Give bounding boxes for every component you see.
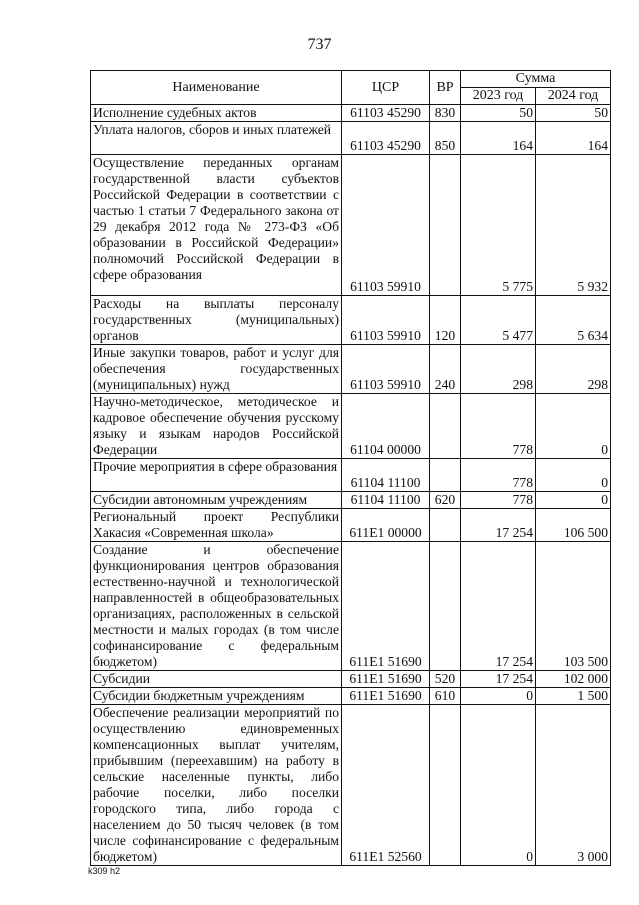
row-vr [430, 542, 461, 671]
table-row [91, 542, 611, 671]
row-csr: 61103 45290 [342, 122, 430, 155]
row-sum-2023: 778 [461, 394, 536, 459]
row-sum-2023: 17 254 [461, 509, 536, 542]
row-name: Прочие мероприятия в сфере образования [91, 459, 342, 492]
row-sum-2023: 0 [461, 705, 536, 866]
row-csr: 61103 59910 [342, 345, 430, 394]
page-number: 737 [307, 36, 332, 53]
table-row [91, 671, 611, 688]
row-csr: 611E1 51690 [342, 688, 430, 705]
row-name: Региональный проект Республики Хакасия «Современная школа» [91, 509, 342, 542]
row-vr [430, 394, 461, 459]
row-sum-2024: 0 [536, 492, 611, 509]
row-vr [430, 509, 461, 542]
header-csr: ЦСР [342, 71, 430, 105]
row-name: Субсидии автономным учреждениям [91, 492, 342, 509]
row-name: Осуществление переданных органам государственной власти субъектов Российской Федерации в соответствии с частью 1 статьи 7 Федерального закона от 29 декабря 2012 года № 273-ФЗ «Об образовании в Российской Федерации» полномочий Российской Федерации в сфере образования [91, 155, 342, 296]
row-name: Исполнение судебных актов [91, 105, 342, 122]
row-sum-2023: 298 [461, 345, 536, 394]
row-sum-2023: 778 [461, 459, 536, 492]
table-row [91, 459, 611, 492]
row-name: Субсидии бюджетным учреждениям [91, 688, 342, 705]
table-row [91, 105, 611, 122]
row-vr: 620 [430, 492, 461, 509]
row-name: Расходы на выплаты персоналу государственных (муниципальных) органов [91, 296, 342, 345]
table-row [91, 155, 611, 296]
row-sum-2023: 17 254 [461, 542, 536, 671]
table-row [91, 296, 611, 345]
row-sum-2024: 5 634 [536, 296, 611, 345]
row-vr [430, 155, 461, 296]
row-csr: 61103 59910 [342, 296, 430, 345]
table-row [91, 394, 611, 459]
row-sum-2024: 103 500 [536, 542, 611, 671]
row-vr: 850 [430, 122, 461, 155]
table-row [91, 122, 611, 155]
row-name: Обеспечение реализации мероприятий по осуществлению единовременных компенсационных выплат учителям, прибывшим (переехавшим) на работу в сельские населенные пункты, либо рабочие поселки, либо поселки городского типа, либо города с населением до 50 тысяч человек (в том числе софинансирование с федеральным бюджетом) [91, 705, 342, 866]
row-csr: 611E1 51690 [342, 671, 430, 688]
row-sum-2024: 5 932 [536, 155, 611, 296]
row-csr: 611E1 00000 [342, 509, 430, 542]
header-year-2023: 2023 год [461, 88, 536, 105]
table-row [91, 345, 611, 394]
row-vr: 610 [430, 688, 461, 705]
row-sum-2024: 3 000 [536, 705, 611, 866]
row-sum-2023: 164 [461, 122, 536, 155]
row-sum-2024: 1 500 [536, 688, 611, 705]
row-name: Иные закупки товаров, работ и услуг для обеспечения государственных (муниципальных) нужд [91, 345, 342, 394]
row-sum-2024: 102 000 [536, 671, 611, 688]
row-vr [430, 705, 461, 866]
row-sum-2024: 0 [536, 459, 611, 492]
row-csr: 61104 11100 [342, 459, 430, 492]
header-name: Наименование [91, 71, 342, 105]
row-sum-2024: 106 500 [536, 509, 611, 542]
row-vr: 120 [430, 296, 461, 345]
row-csr: 61103 59910 [342, 155, 430, 296]
table-row [91, 509, 611, 542]
row-sum-2023: 0 [461, 688, 536, 705]
row-sum-2024: 164 [536, 122, 611, 155]
row-vr: 520 [430, 671, 461, 688]
row-sum-2023: 17 254 [461, 671, 536, 688]
row-name: Создание и обеспечение функционирования центров образования естественно-научной и технологической направленностей в общеобразовательных организациях, расположенных в сельской местности и малых городах (в том числе софинансирование с федеральным бюджетом) [91, 542, 342, 671]
table-row [91, 688, 611, 705]
row-csr: 611E1 52560 [342, 705, 430, 866]
table-row [91, 705, 611, 866]
row-vr [430, 459, 461, 492]
row-csr: 61103 45290 [342, 105, 430, 122]
row-vr: 830 [430, 105, 461, 122]
header-sum: Сумма [461, 71, 611, 88]
table-row [91, 492, 611, 509]
row-sum-2023: 5 477 [461, 296, 536, 345]
footer-code: k309 h2 [88, 866, 121, 876]
row-sum-2024: 298 [536, 345, 611, 394]
row-sum-2023: 50 [461, 105, 536, 122]
row-csr: 61104 00000 [342, 394, 430, 459]
budget-table [90, 70, 611, 866]
row-vr: 240 [430, 345, 461, 394]
row-csr: 61104 11100 [342, 492, 430, 509]
row-name: Научно-методическое, методическое и кадровое обеспечение обучения русскому языку и языкам народов Российской Федерации [91, 394, 342, 459]
row-sum-2023: 778 [461, 492, 536, 509]
row-sum-2023: 5 775 [461, 155, 536, 296]
header-year-2024: 2024 год [536, 88, 611, 105]
row-name: Субсидии [91, 671, 342, 688]
row-sum-2024: 0 [536, 394, 611, 459]
row-csr: 611E1 51690 [342, 542, 430, 671]
header-vr: ВР [430, 71, 461, 105]
row-sum-2024: 50 [536, 105, 611, 122]
row-name: Уплата налогов, сборов и иных платежей [91, 122, 342, 155]
